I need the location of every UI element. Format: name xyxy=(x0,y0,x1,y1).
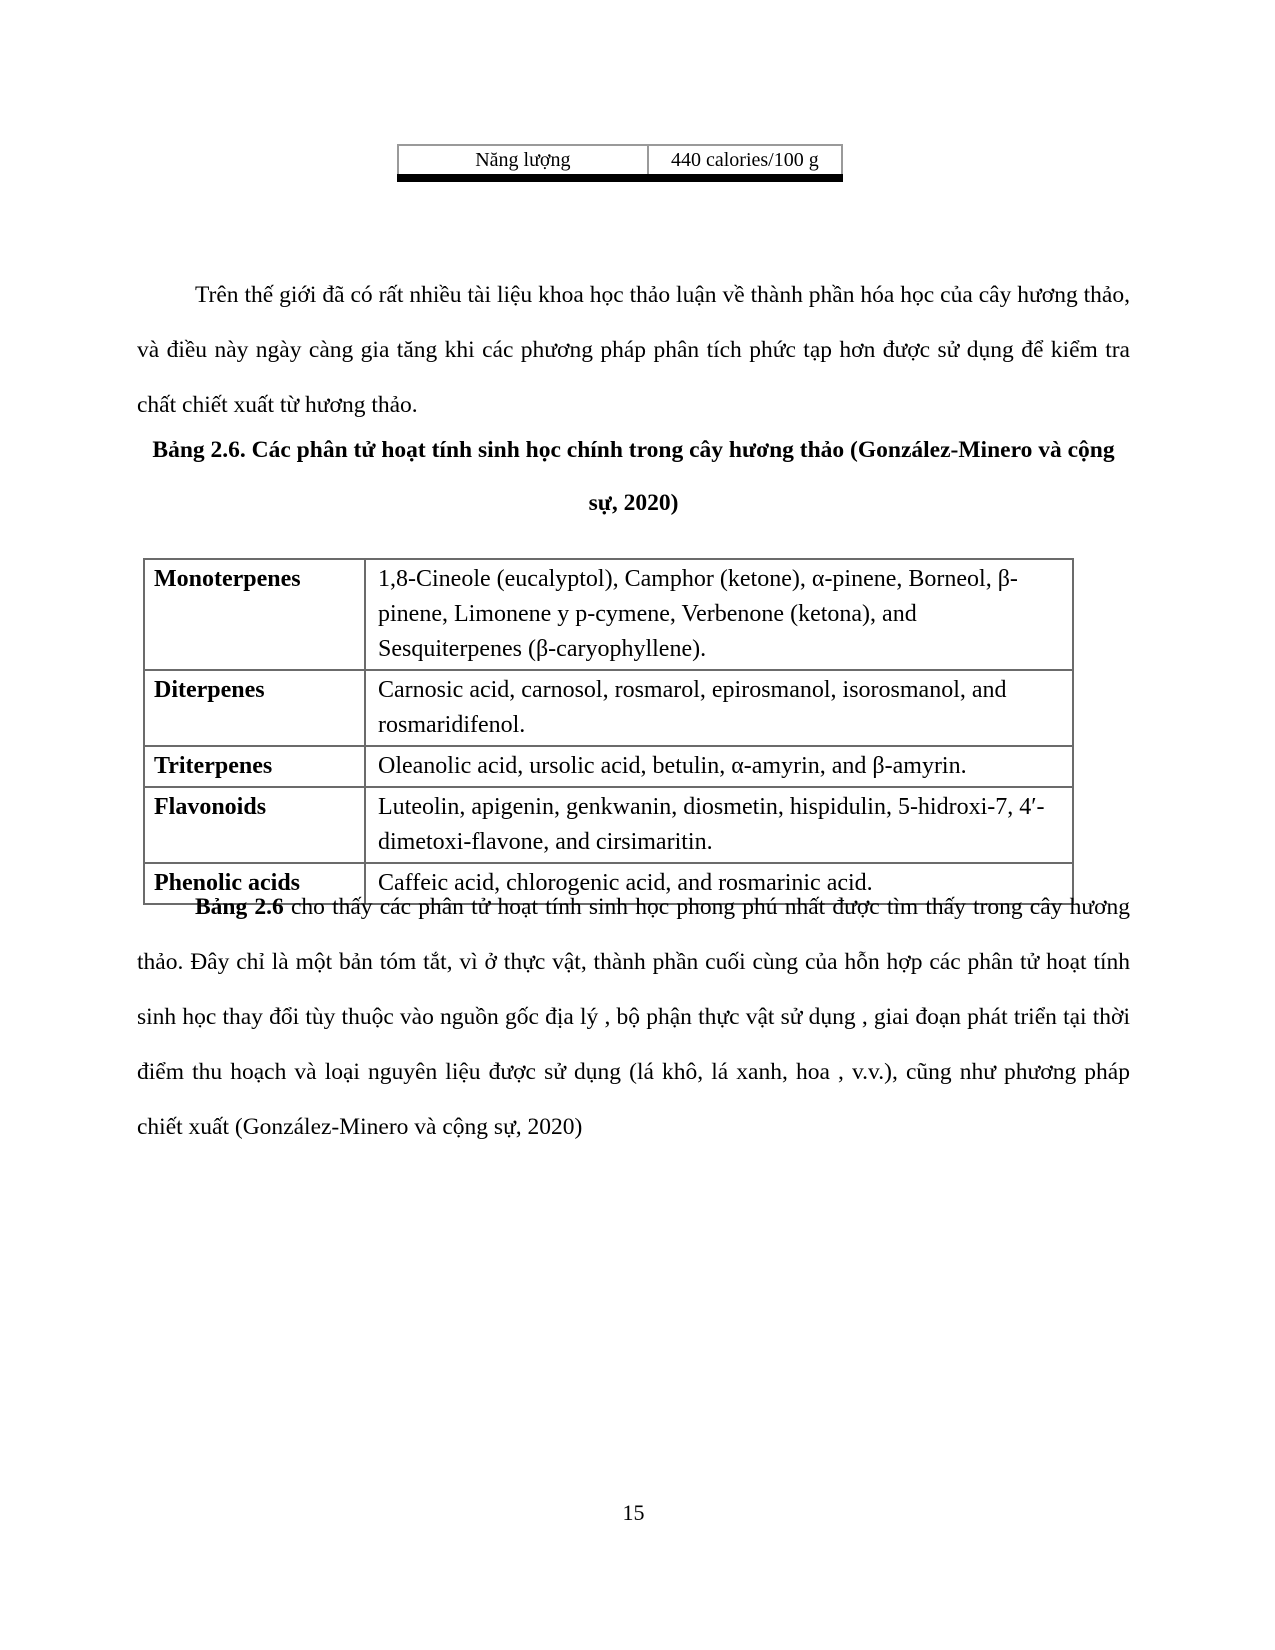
table-row xyxy=(398,145,842,178)
compounds-cell: Luteolin, apigenin, genkwanin, diosmetin, hispidulin, 5-hidroxi-7, 4′-dimetoxi-flavone, and cirsimaritin. xyxy=(365,787,1073,863)
nutrition-label-cell: Năng lượng xyxy=(398,145,648,178)
intro-paragraph: Trên thế giới đã có rất nhiều tài liệu khoa học thảo luận về thành phần hóa học của cây hương thảo, và điều này ngày càng gia tăng khi các phương pháp phân tích phức tạp hơn được sử dụng để kiểm tra chất chiết xuất từ hương thảo. xyxy=(137,282,1130,418)
compounds-cell: 1,8-Cineole (eucalyptol), Camphor (ketone), α-pinene, Borneol, β-pinene, Limonene y p-cymene, Verbenone (ketona), and Sesquiterpenes (β-caryophyllene). xyxy=(365,559,1073,670)
nutrition-table-fragment xyxy=(397,144,843,182)
discussion-paragraph xyxy=(137,880,1130,1155)
table-row xyxy=(144,559,1073,670)
category-cell: Diterpenes xyxy=(144,670,365,746)
category-cell: Triterpenes xyxy=(144,746,365,787)
category-cell: Monoterpenes xyxy=(144,559,365,670)
category-cell: Phenolic acids xyxy=(144,863,365,904)
table-row xyxy=(144,746,1073,787)
table-reference-bold: Bảng 2.6 xyxy=(195,894,284,920)
category-cell: Flavonoids xyxy=(144,787,365,863)
compounds-cell: Carnosic acid, carnosol, rosmarol, epirosmanol, isorosmanol, and rosmaridifenol. xyxy=(365,670,1073,746)
discussion-paragraph-text: cho thấy các phân tử hoạt tính sinh học phong phú nhất được tìm thấy trong cây hương thảo. Đây chỉ là một bản tóm tắt, vì ở thực vật, thành phần cuối cùng của hỗn hợp các phân tử hoạt tính sinh học thay đổi tùy thuộc vào nguồn gốc địa lý , bộ phận thực vật sử dụng , giai đoạn phát triển tại thời điểm thu hoạch và loại nguyên liệu được sử dụng (lá khô, lá xanh, hoa , v.v.), cũng như phương pháp chiết xuất (González-Minero và cộng sự, 2020) xyxy=(137,894,1131,1140)
compounds-cell: Oleanolic acid, ursolic acid, betulin, α-amyrin, and β-amyrin. xyxy=(365,746,1073,787)
nutrition-value-cell: 440 calories/100 g xyxy=(648,145,842,178)
compounds-cell: Caffeic acid, chlorogenic acid, and rosmarinic acid. xyxy=(365,863,1073,904)
page-number: 15 xyxy=(622,1500,645,1525)
bioactive-molecules-table xyxy=(143,558,1074,905)
table-caption: Bảng 2.6. Các phân tử hoạt tính sinh học chính trong cây hương thảo (González-Minero và cộng sự, 2020) xyxy=(152,437,1115,516)
table-row xyxy=(144,670,1073,746)
table-row xyxy=(144,787,1073,863)
